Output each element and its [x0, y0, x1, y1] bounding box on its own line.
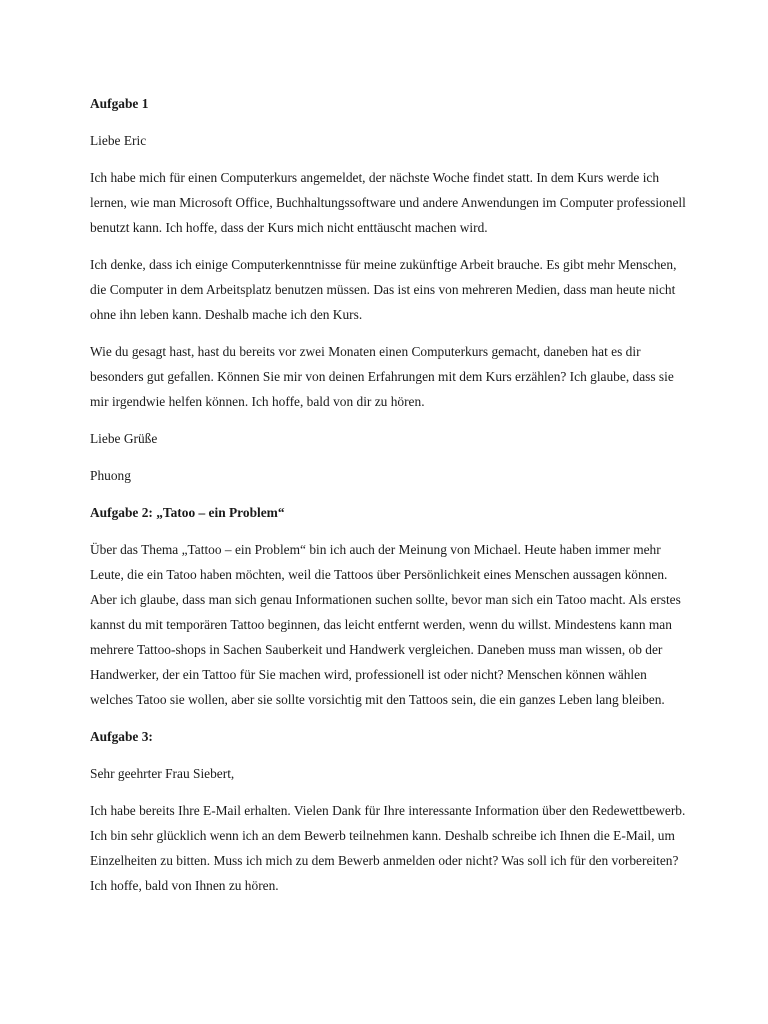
aufgabe-3-greeting: Sehr geehrter Frau Siebert,	[90, 766, 235, 781]
aufgabe-2-heading: Aufgabe 2: „Tatoo – ein Problem“	[90, 505, 285, 520]
aufgabe-1-closing: Liebe Grüße	[90, 431, 158, 446]
aufgabe-1-paragraph-2: Ich denke, dass ich einige Computerkenntnisse für meine zukünftige Arbeit brauche. Es gibt mehr Menschen, die Computer in dem Arbeitsplatz benutzen müssen. Das ist eins von mehreren Medien, dass man heute nicht ohne ihn leben kann. Deshalb mache ich den Kurs.	[90, 257, 677, 322]
document-page	[90, 91, 690, 910]
aufgabe-1-paragraph-3: Wie du gesagt hast, hast du bereits vor zwei Monaten einen Computerkurs gemacht, daneben hat es dir besonders gut gefallen. Können Sie mir von deinen Erfahrungen mit dem Kurs erzählen? Ich glaube, dass sie mir irgendwie helfen können. Ich hoffe, bald von dir zu hören.	[90, 344, 674, 409]
aufgabe-3-heading: Aufgabe 3:	[90, 729, 153, 744]
aufgabe-1-greeting: Liebe Eric	[90, 133, 147, 148]
aufgabe-3-paragraph: Ich habe bereits Ihre E-Mail erhalten. Vielen Dank für Ihre interessante Information über den Redewettbewerb. Ich bin sehr glücklich wenn ich an dem Bewerb teilnehmen kann. Deshalb schreibe ich Ihnen die E-Mail, um Einzelheiten zu bitten. Muss ich mich zu dem Bewerb anmelden oder nicht? Was soll ich für den vorbereiten? Ich hoffe, bald von Ihnen zu hören.	[90, 803, 686, 893]
aufgabe-1-paragraph-1: Ich habe mich für einen Computerkurs angemeldet, der nächste Woche findet statt. In dem Kurs werde ich lernen, wie man Microsoft Office, Buchhaltungssoftware und andere Anwendungen im Computer professionell benutzt kann. Ich hoffe, dass der Kurs mich nicht enttäuscht machen wird.	[90, 170, 686, 235]
aufgabe-1-heading: Aufgabe 1	[90, 96, 149, 111]
aufgabe-1-signature: Phuong	[90, 468, 131, 483]
aufgabe-2-paragraph: Über das Thema „Tattoo – ein Problem“ bin ich auch der Meinung von Michael. Heute haben immer mehr Leute, die ein Tatoo haben möchten, weil die Tattoos über Persönlichkeit eines Menschen aussagen können. Aber ich glaube, dass man sich genau Informationen suchen sollte, bevor man sich ein Tatoo macht. Als erstes kannst du mit temporären Tattoo beginnen, das leicht entfernt werden, wenn du willst. Mindestens kann man mehrere Tattoo-shops in Sachen Sauberkeit und Handwerk vergleichen. Daneben muss man wissen, ob der Handwerker, der ein Tattoo für Sie machen wird, professionell ist oder nicht? Menschen können wählen welches Tatoo sie wollen, aber sie sollte vorsichtig mit den Tattoos sein, die ein ganzes Leben lang bleiben.	[90, 542, 681, 707]
